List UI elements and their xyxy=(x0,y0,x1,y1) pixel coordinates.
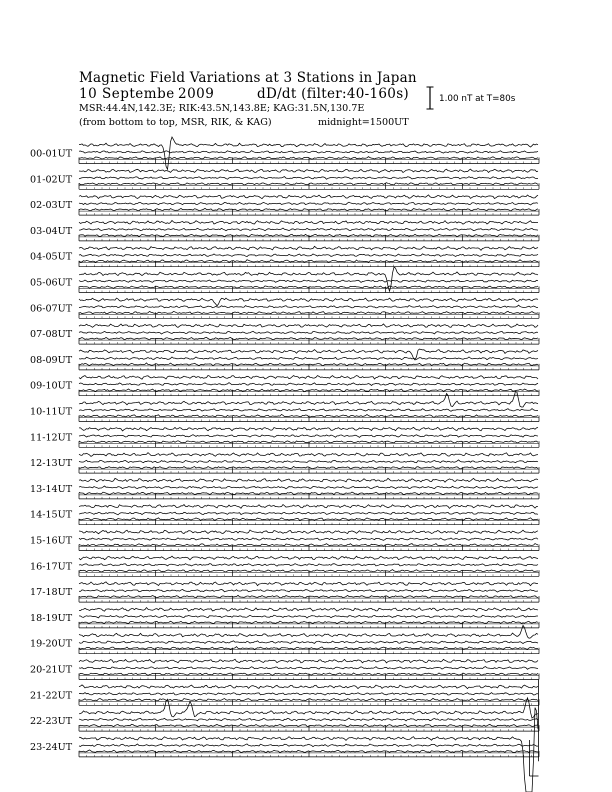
trace-msr xyxy=(79,183,538,186)
trace-rik xyxy=(79,589,538,592)
hour-row-01-02ut xyxy=(30,169,539,189)
scale-bar-label: 1.00 nT at T=80s xyxy=(439,94,516,104)
trace-kag xyxy=(79,324,538,327)
trace-kag xyxy=(79,137,538,169)
hour-row-11-12ut xyxy=(30,427,539,447)
trace-kag xyxy=(79,530,538,534)
trace-rik xyxy=(79,228,538,231)
trace-msr xyxy=(79,414,538,417)
chart-year: 2009 xyxy=(178,86,215,102)
chart-quantity-filter: dD/dt (filter:40-160s) xyxy=(257,86,409,102)
row-label: 04-05UT xyxy=(30,251,73,263)
hour-row-07-08ut xyxy=(30,324,539,344)
trace-rik xyxy=(79,693,538,696)
hour-row-04-05ut xyxy=(30,246,539,266)
trace-kag xyxy=(79,478,538,482)
trace-rik xyxy=(79,280,538,282)
hour-row-03-04ut xyxy=(30,220,539,240)
row-label: 17-18UT xyxy=(30,587,73,599)
trace-msr xyxy=(79,286,538,289)
trace-msr xyxy=(79,208,538,211)
trace-rik xyxy=(79,718,538,721)
row-label: 07-08UT xyxy=(30,329,73,341)
trace-rik xyxy=(79,177,538,180)
trace-rik xyxy=(79,409,538,412)
row-label: 08-09UT xyxy=(30,354,73,366)
hour-row-08-09ut xyxy=(30,349,539,370)
row-label: 01-02UT xyxy=(30,174,73,186)
trace-kag xyxy=(79,608,538,612)
trace-msr xyxy=(79,570,538,573)
trace-kag xyxy=(79,195,538,199)
row-label: 03-04UT xyxy=(30,225,73,237)
trace-kag xyxy=(79,169,538,172)
trace-kag xyxy=(79,246,538,250)
trace-msr xyxy=(79,544,538,547)
hour-row-02-03ut xyxy=(30,195,539,215)
row-label: 06-07UT xyxy=(30,303,73,315)
row-label: 15-16UT xyxy=(30,535,73,547)
row-label: 19-20UT xyxy=(30,638,73,650)
trace-msr xyxy=(79,595,538,598)
trace-msr xyxy=(79,673,538,675)
hour-row-14-15ut xyxy=(30,505,539,525)
station-order-note: (from bottom to top, MSR, RIK, & KAG) xyxy=(79,117,272,128)
hour-row-13-14ut xyxy=(30,478,539,499)
trace-rik xyxy=(79,254,538,257)
trace-msr xyxy=(79,234,538,237)
trace-kag xyxy=(79,505,538,509)
trace-kag xyxy=(79,391,538,407)
trace-rik xyxy=(79,202,538,205)
trace-rik xyxy=(79,538,538,540)
trace-msr xyxy=(79,466,538,469)
hour-row-05-06ut xyxy=(30,267,539,292)
trace-rik xyxy=(79,564,538,567)
trace-msr xyxy=(79,260,538,263)
trace-msr xyxy=(79,441,538,444)
row-label: 10-11UT xyxy=(30,406,73,418)
row-label: 21-22UT xyxy=(30,690,73,702)
trace-kag xyxy=(79,659,538,663)
row-label: 09-10UT xyxy=(30,380,73,392)
hour-row-15-16ut xyxy=(30,530,539,551)
trace-rik xyxy=(79,357,538,360)
trace-kag xyxy=(79,375,538,379)
trace-msr xyxy=(79,621,538,623)
trace-msr xyxy=(79,724,538,727)
trace-kag xyxy=(79,582,538,586)
row-label: 16-17UT xyxy=(30,561,73,573)
trace-kag xyxy=(79,453,538,457)
trace-msr xyxy=(79,363,538,366)
trace-msr xyxy=(79,311,538,314)
hour-row-18-19ut xyxy=(30,608,539,628)
trace-kag xyxy=(79,685,538,689)
trace-kag xyxy=(79,220,538,224)
trace-rik xyxy=(79,641,538,644)
trace-rik xyxy=(79,435,538,438)
trace-msr xyxy=(79,157,538,160)
trace-rik xyxy=(79,744,538,747)
trace-rik xyxy=(79,667,538,670)
hour-row-06-07ut xyxy=(30,298,539,318)
hour-row-19-20ut xyxy=(30,625,539,653)
row-label: 18-19UT xyxy=(30,612,73,624)
trace-rik xyxy=(79,383,538,386)
hour-row-12-13ut xyxy=(30,453,539,473)
row-label: 12-13UT xyxy=(30,458,73,470)
trace-msr xyxy=(79,698,538,701)
trace-msr xyxy=(79,647,538,650)
trace-kag xyxy=(79,427,538,431)
station-coordinates: MSR:44.4N,142.3E; RIK:43.5N,143.8E; KAG:31.5N,130.7E xyxy=(79,103,365,114)
row-label: 20-21UT xyxy=(30,664,73,676)
trace-rik xyxy=(79,305,538,308)
hour-row-23-24ut xyxy=(30,708,539,792)
chart-title: Magnetic Field Variations at 3 Stations in Japan xyxy=(79,70,417,86)
row-label: 11-12UT xyxy=(30,432,73,444)
hour-row-09-10ut xyxy=(30,375,539,395)
trace-rik xyxy=(79,331,538,334)
row-label: 23-24UT xyxy=(30,741,73,753)
trace-msr xyxy=(79,492,538,495)
row-label: 02-03UT xyxy=(30,200,73,212)
trace-rik xyxy=(79,512,538,515)
hour-row-00-01ut xyxy=(30,137,539,169)
hour-row-16-17ut xyxy=(30,556,539,576)
trace-kag xyxy=(79,298,538,306)
trace-msr xyxy=(79,389,538,392)
trace-msr xyxy=(79,337,538,340)
trace-rik xyxy=(79,151,538,154)
trace-rik xyxy=(79,615,538,618)
midnight-note: midnight=1500UT xyxy=(318,117,409,128)
row-label: 22-23UT xyxy=(30,716,73,728)
chart-date: 10 Septembe xyxy=(79,86,175,102)
hour-row-21-22ut xyxy=(30,685,539,705)
trace-rik xyxy=(79,460,538,463)
trace-kag xyxy=(79,556,538,560)
row-label: 13-14UT xyxy=(30,483,73,495)
row-label: 05-06UT xyxy=(30,277,73,289)
trace-msr xyxy=(79,518,538,521)
row-label: 00-01UT xyxy=(30,148,73,160)
hour-row-17-18ut xyxy=(30,582,539,602)
hour-row-20-21ut xyxy=(30,659,539,679)
trace-msr xyxy=(79,750,538,753)
trace-rik xyxy=(79,486,538,489)
trace-kag xyxy=(79,698,538,718)
row-label: 14-15UT xyxy=(30,509,73,521)
